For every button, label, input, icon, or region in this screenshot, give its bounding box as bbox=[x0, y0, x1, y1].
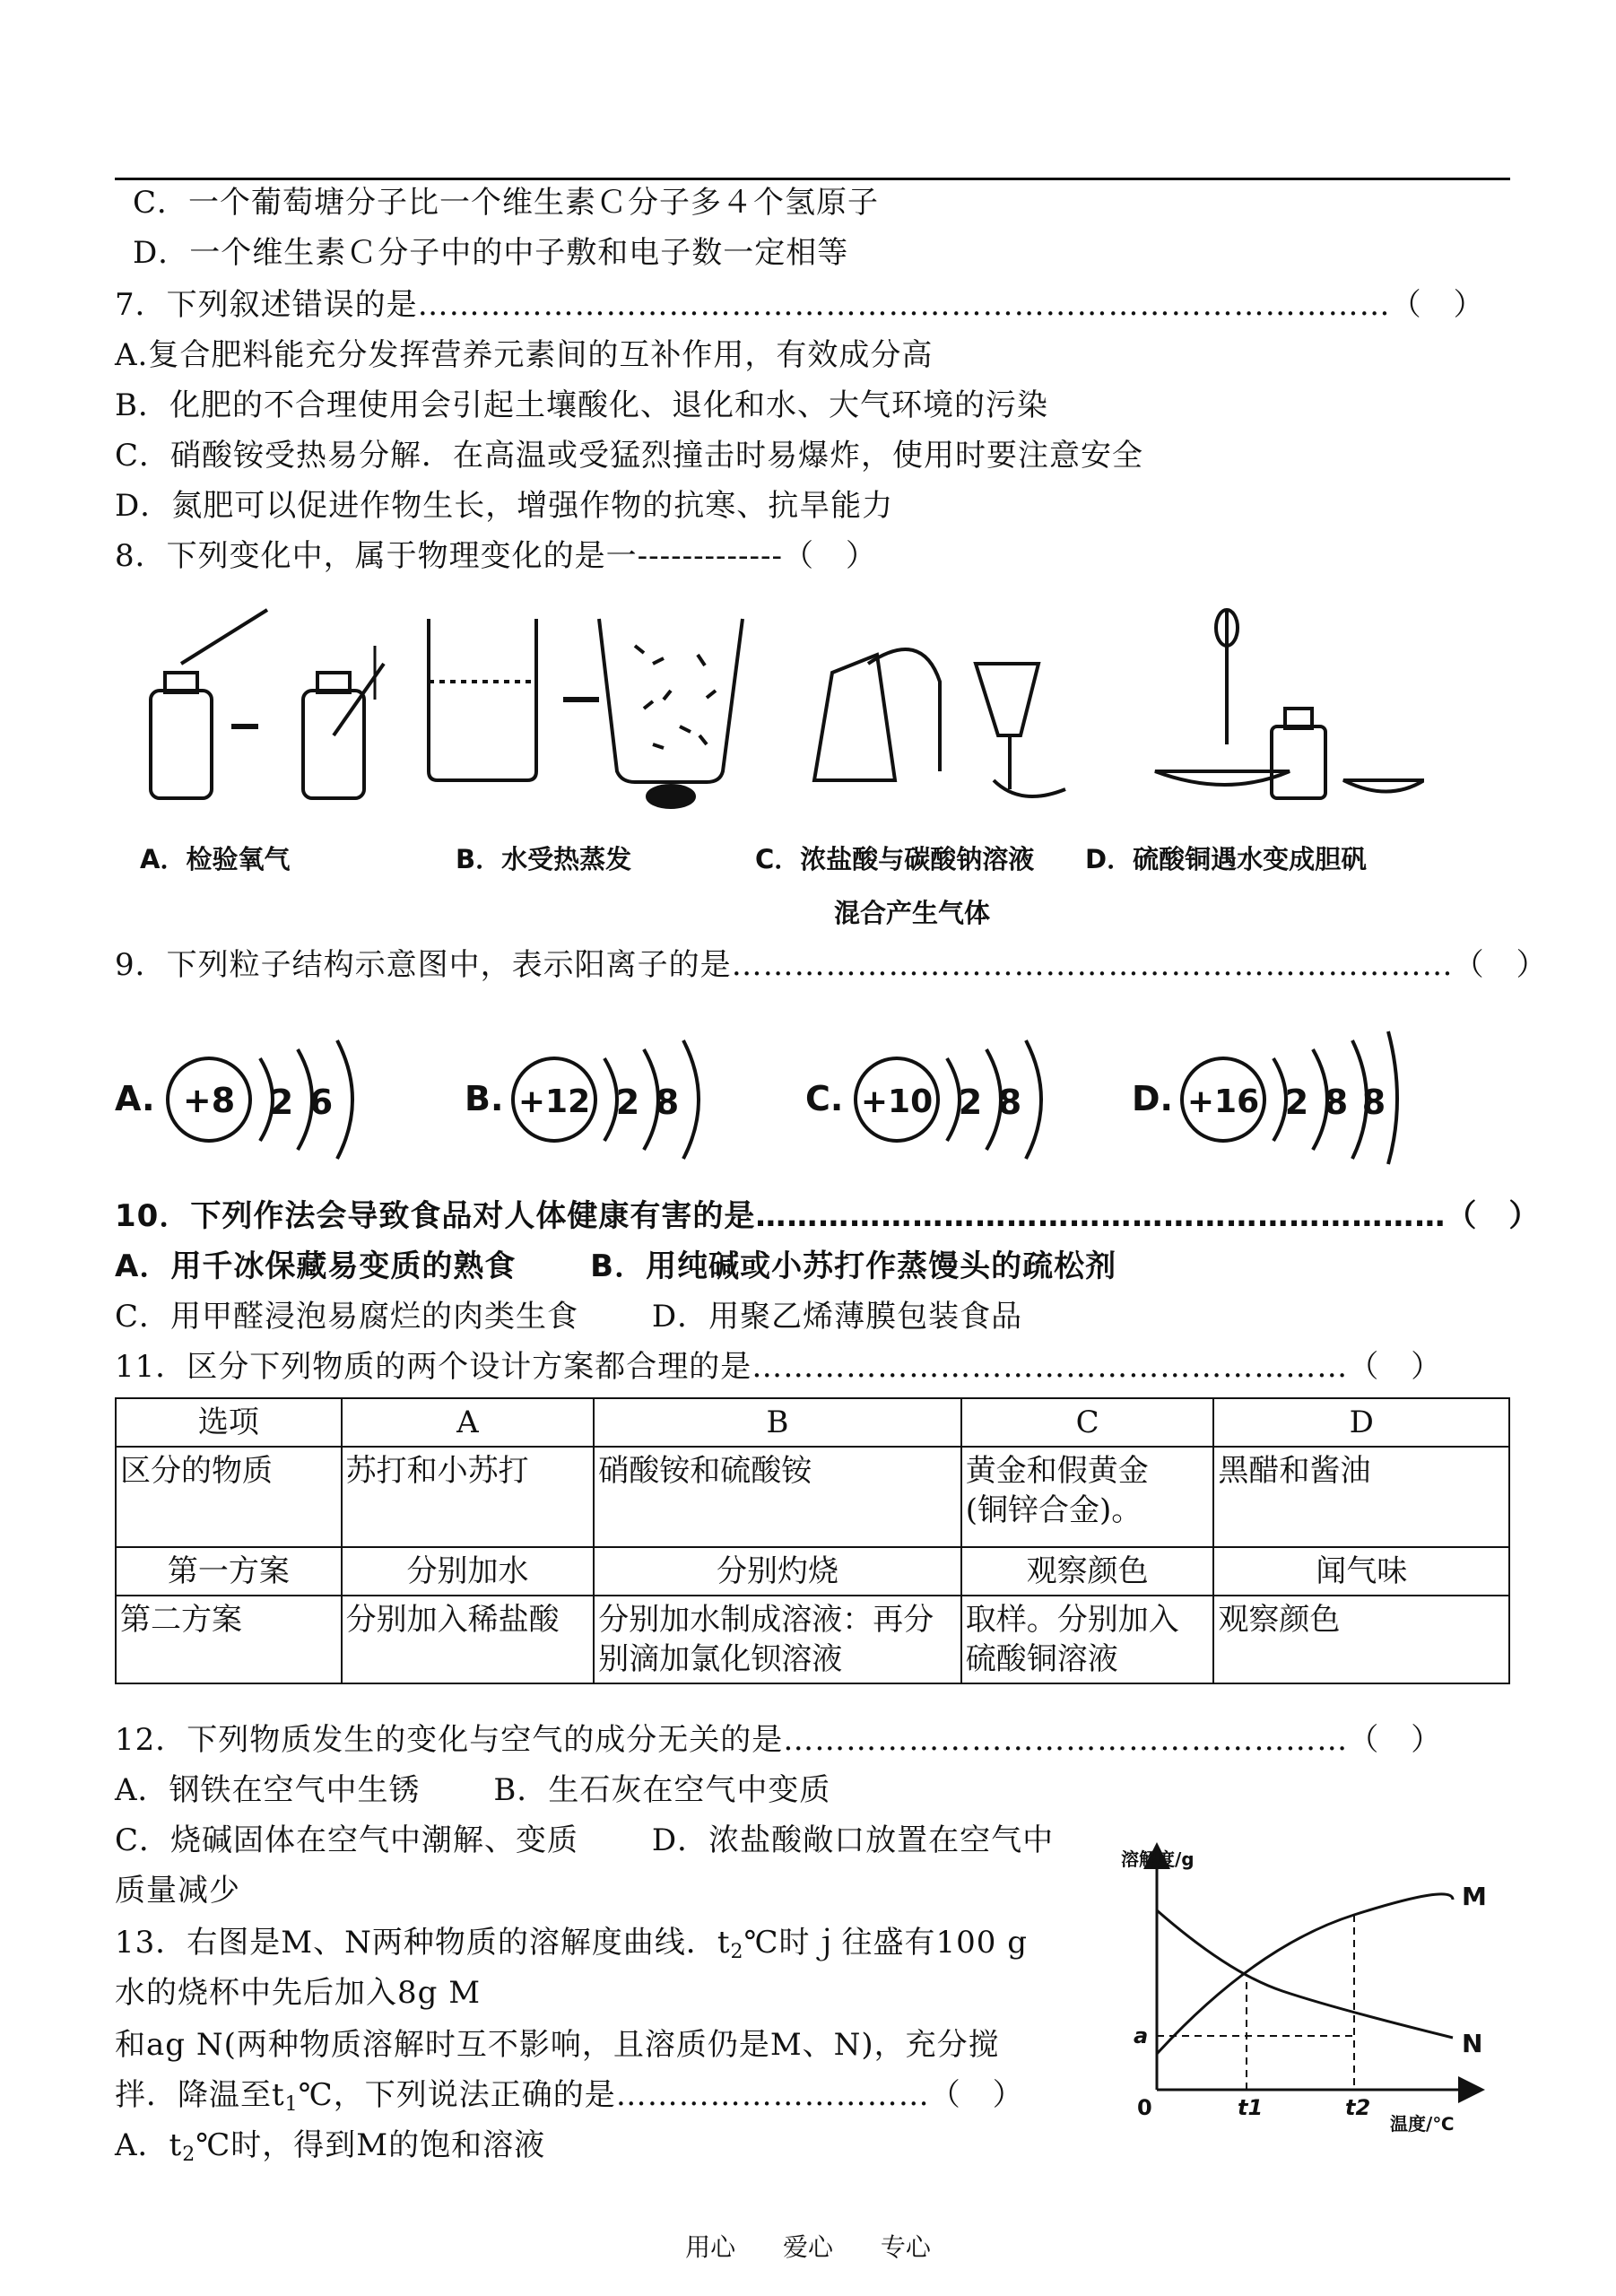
solubility-chart bbox=[1121, 1830, 1489, 2135]
q13-option-a-pre: A．t bbox=[115, 2127, 183, 2163]
q8-apparatus-figure bbox=[115, 592, 1424, 825]
q8-caption-a: A．检验氧气 bbox=[140, 844, 291, 874]
table-cell: 选项 bbox=[116, 1398, 342, 1447]
table-cell: 第一方案 bbox=[116, 1547, 342, 1596]
table-cell-line: 别滴加氯化钡溶液 bbox=[598, 1641, 843, 1677]
q9-label-a: A. bbox=[115, 1079, 155, 1118]
table-cell: D bbox=[1213, 1398, 1509, 1447]
curve-n bbox=[1157, 1910, 1453, 2038]
table-cell bbox=[594, 1596, 960, 1683]
table-cell: 区分的物质 bbox=[116, 1447, 342, 1547]
q9-nucleus-a: +8 bbox=[182, 1081, 236, 1120]
q13-option-a-sub: 2 bbox=[182, 2144, 196, 2166]
q9-shell-d2: 8 bbox=[1324, 1083, 1349, 1122]
dish-icon bbox=[1343, 780, 1424, 792]
table-row bbox=[116, 1447, 1509, 1547]
q8-caption-c: C．浓盐酸与碳酸钠溶液 bbox=[755, 844, 1035, 874]
q12-options-ab: A．钢铁在空气中生锈 B．生石灰在空气中变质 bbox=[115, 1772, 831, 1808]
footer-text: 用心 bbox=[685, 2232, 736, 2262]
q13-line4-sub: 1 bbox=[284, 2093, 299, 2116]
q8-caption-b: B．水受热蒸发 bbox=[456, 844, 632, 874]
q13-line1 bbox=[115, 1923, 1028, 1972]
q8-caption-d: D．硫酸铜遇水变成胆矾 bbox=[1085, 844, 1368, 874]
q10-stem: 10．下列作法会导致食品对人体健康有害的是…………………………………………………………（ ） bbox=[115, 1198, 1541, 1234]
table-cell: 观察颜色 bbox=[961, 1547, 1214, 1596]
q9-shell-a1: 2 bbox=[269, 1083, 294, 1122]
funnel-icon bbox=[976, 664, 1038, 735]
q9-shell-b1: 2 bbox=[615, 1083, 640, 1122]
q9-nucleus-b: +12 bbox=[517, 1083, 591, 1120]
table-cell: 第二方案 bbox=[116, 1596, 342, 1683]
bottle-icon bbox=[1272, 726, 1325, 798]
beaker-icon bbox=[599, 619, 743, 782]
q9-shell-c1: 2 bbox=[958, 1083, 983, 1122]
q7-option-b: B．化肥的不合理使用会引起土壤酸化、退化和水、大气环境的污染 bbox=[115, 387, 1048, 423]
q7-option-a: A.复合肥料能充分发挥营养元素间的互补作用，有效成分高 bbox=[115, 337, 934, 373]
q9-shell-b2: 8 bbox=[655, 1083, 680, 1122]
q13-line4-a: 拌．降温至t bbox=[115, 2077, 285, 2113]
q9-stem: 9．下列粒子结构示意图中，表示阳离子的是……………………………………………………………（ ） bbox=[115, 947, 1548, 983]
q8-stem: 8．下列变化中，属于物理变化的是一-------------（ ） bbox=[115, 538, 877, 574]
table-cell: 苏打和小苏打 bbox=[342, 1447, 595, 1547]
q13-line2: 水的烧杯中先后加入8g M bbox=[115, 1975, 482, 2011]
table-row bbox=[116, 1547, 1509, 1596]
q9-structure-diagrams bbox=[115, 1013, 1406, 1166]
q9-nucleus-c: +10 bbox=[860, 1083, 934, 1120]
q7-stem: 7．下列叙述错误的是…………………………………………………………………………………（ ） bbox=[115, 287, 1485, 323]
q13-line1-sub: 2 bbox=[730, 1941, 744, 1963]
table-cell-line: 硫酸铜溶液 bbox=[965, 1641, 1118, 1677]
chart-xtick-t1: t1 bbox=[1238, 2095, 1264, 2120]
q6-option-c: C．一个葡萄塘分子比一个维生素Ｃ分子多４个氢原子 bbox=[133, 185, 880, 221]
table-cell-line: 黄金和假黄金 bbox=[965, 1453, 1149, 1489]
beaker-icon bbox=[429, 619, 536, 780]
table-cell-line: 分别加水制成溶液：再分 bbox=[598, 1602, 934, 1638]
table-cell bbox=[961, 1447, 1214, 1547]
chart-ytick-a: a bbox=[1134, 2023, 1149, 2048]
q9-shell-d3: 8 bbox=[1361, 1083, 1386, 1122]
table-cell: 分别灼烧 bbox=[594, 1547, 960, 1596]
chart-y-label: 溶解度/g bbox=[1121, 1848, 1195, 1870]
curve-m bbox=[1157, 1894, 1453, 2054]
q12-stem: 12．下列物质发生的变化与空气的成分无关的是………………………………………………（ ） bbox=[115, 1722, 1443, 1758]
q11-options-table bbox=[115, 1397, 1510, 1684]
q13-line4-b: ℃，下列说法正确的是…………………………（ ） bbox=[298, 2077, 1024, 2113]
q12-options-cd-cont: 质量减少 bbox=[115, 1873, 240, 1909]
table-cell: 闻气味 bbox=[1213, 1547, 1509, 1596]
chart-x-label: 温度/℃ bbox=[1390, 2113, 1455, 2135]
table-cell: 黑醋和酱油 bbox=[1213, 1447, 1509, 1547]
q9-nucleus-d: +16 bbox=[1186, 1083, 1260, 1120]
header-rule bbox=[115, 178, 1510, 180]
q11-stem: 11．区分下列物质的两个设计方案都合理的是…………………………………………………（ ） bbox=[115, 1349, 1443, 1385]
q7-option-d: D．氮肥可以促进作物生长，增强作物的抗寒、抗旱能力 bbox=[115, 488, 894, 524]
table-row bbox=[116, 1596, 1509, 1683]
q9-shell-c2: 8 bbox=[997, 1083, 1022, 1122]
table-cell: 分别加入稀盐酸 bbox=[342, 1596, 595, 1683]
q6-option-d: D．一个维生素Ｃ分子中的中子敷和电子数一定相等 bbox=[133, 235, 849, 271]
q8-caption-c-line2: 混合产生气体 bbox=[834, 898, 991, 928]
bottle-icon bbox=[151, 691, 212, 798]
q13-line4 bbox=[115, 2075, 1024, 2125]
chart-origin: 0 bbox=[1137, 2095, 1152, 2120]
table-cell: 硝酸铵和硫酸铵 bbox=[594, 1447, 960, 1547]
q13-line3: 和ag N(两种物质溶解时互不影响，且溶质仍是M、N)，充分搅 bbox=[115, 2027, 1000, 2063]
q13-line1-a: 13．右图是M、N两种物质的溶解度曲线．t bbox=[115, 1925, 731, 1961]
q7-option-c: C．硝酸铵受热易分解．在高温或受猛烈撞击时易爆炸，使用时要注意安全 bbox=[115, 438, 1144, 474]
q13-option-a bbox=[115, 2126, 545, 2175]
table-cell: 分别加水 bbox=[342, 1547, 595, 1596]
table-cell: 观察颜色 bbox=[1213, 1596, 1509, 1683]
table-cell bbox=[961, 1596, 1214, 1683]
q10-options-ab: A．用千冰保藏易变质的熟食 B．用纯碱或小苏打作蒸馒头的疏松剂 bbox=[115, 1248, 1117, 1284]
page-footer bbox=[0, 2228, 1616, 2264]
table-cell: B bbox=[594, 1398, 960, 1447]
q9-shell-a2: 6 bbox=[308, 1083, 334, 1122]
dish-icon bbox=[1155, 771, 1290, 785]
table-cell: A bbox=[342, 1398, 595, 1447]
flask-icon bbox=[814, 655, 895, 780]
q12-options-cd: C．烧碱固体在空气中潮解、变质 D．浓盐酸敞口放置在空气中 bbox=[115, 1822, 1055, 1858]
table-row bbox=[116, 1398, 1509, 1447]
q9-label-b: B. bbox=[465, 1079, 504, 1118]
footer-text: 爱心 bbox=[782, 2232, 833, 2262]
footer-text: 专心 bbox=[880, 2232, 931, 2262]
q9-label-c: C. bbox=[805, 1079, 844, 1118]
q9-shell-d1: 2 bbox=[1284, 1083, 1309, 1122]
q9-label-d: D. bbox=[1132, 1079, 1173, 1118]
chart-xtick-t2: t2 bbox=[1345, 2095, 1371, 2120]
chart-series-m: M bbox=[1462, 1882, 1487, 1911]
q10-options-cd: C．用甲醛浸泡易腐烂的肉类生食 D．用聚乙烯薄膜包装食品 bbox=[115, 1299, 1023, 1335]
table-cell-line: (铜锌合金)。 bbox=[965, 1492, 1142, 1528]
table-cell-line: 取样。分别加入 bbox=[965, 1602, 1179, 1638]
q13-line1-b: ℃时ｊ往盛有100 g bbox=[743, 1925, 1029, 1961]
chart-series-n: N bbox=[1462, 2029, 1483, 2058]
q13-option-a-post: ℃时，得到M的饱和溶液 bbox=[195, 2127, 546, 2163]
table-cell: C bbox=[961, 1398, 1214, 1447]
